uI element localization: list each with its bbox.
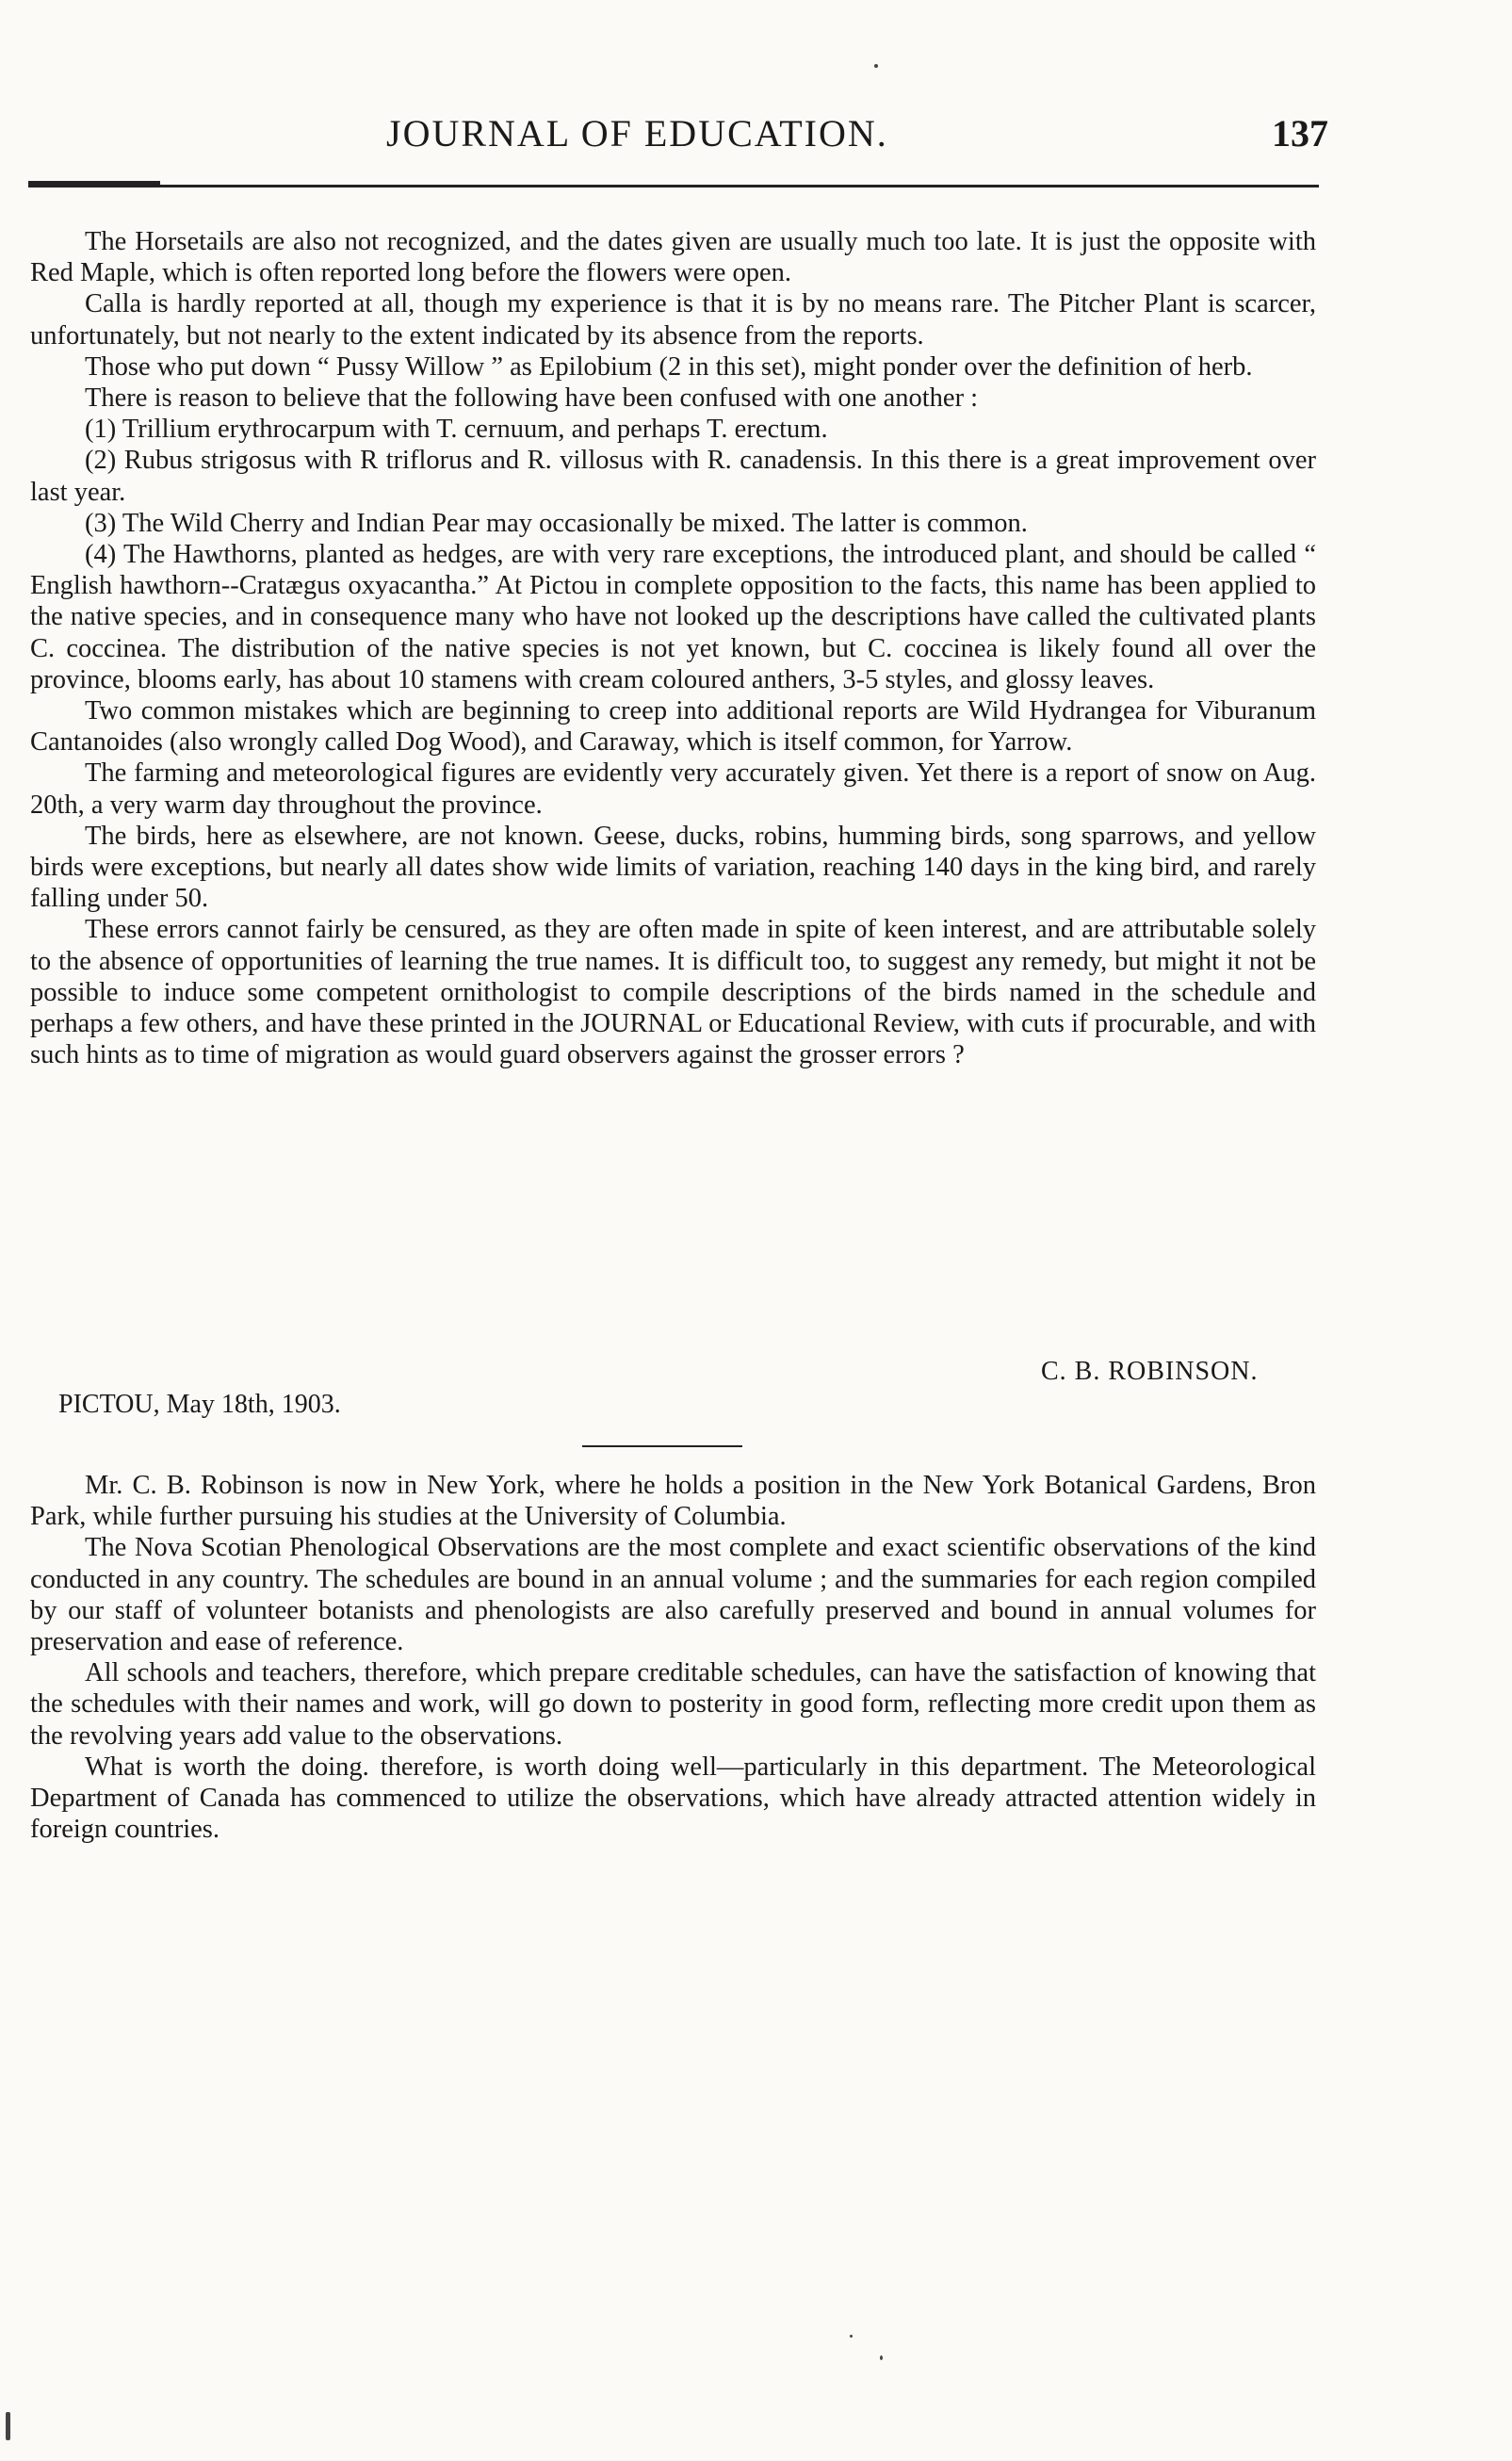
paragraph: The farming and meteorological figures are evidently very accurately given. Yet there is a report of snow on Aug. 20th, a very warm day throughout the province. (30, 758, 1316, 820)
paragraph: Calla is hardly reported at all, though my experience is that it is by no means rare. The Pitcher Plant is scarcer, unfortunately, but not nearly to the extent indicated by its absence from the reports. (30, 289, 1316, 350)
paragraph: The Nova Scotian Phenological Observations are the most complete and exact scientific observations of the kind conducted in any country. The schedules are bound in an annual volume ; and the summaries for each region compiled by our staff of volunteer botanists and phenologists are also carefully preserved and bound in annual volumes for preservation and ease of reference. (30, 1533, 1316, 1657)
author-signature: C. B. ROBINSON. (1041, 1357, 1259, 1386)
paragraph: These errors cannot fairly be censured, as they are often made in spite of keen interest, and are attributable solely to the absence of opportunities of learning the true names. It is difficult too, to suggest any remedy, but might it not be possible to induce some competent ornithologist to compile descriptions of the birds named in the schedule and perhaps a few others, and have these printed in the JOURNAL or Educational Review, with cuts if procurable, and with such hints as to time of migration as would guard observers against the grosser errors ? (30, 915, 1316, 1070)
article-body (30, 226, 1316, 1070)
paragraph: All schools and teachers, therefore, which prepare creditable schedules, can have the satisfaction of knowing that the schedules with their names and work, will go down to posterity in good form, reflecting more credit upon them as the revolving years add value to the observations. (30, 1658, 1316, 1751)
paragraph: Mr. C. B. Robinson is now in New York, where he holds a position in the New York Botanical Gardens, Bron Park, while further pursuing his studies at the University of Columbia. (30, 1471, 1316, 1532)
list-item: (4) The Hawthorns, planted as hedges, are with very rare exceptions, the introduced plant, and should be called “ English hawthorn--Cratægus oxyacantha.” At Pictou in complete opposition to the facts, this name has been applied to the native species, and in consequence many who have not looked up the descriptions have called the cultivated plants C. coccinea. The distribution of the native species is not yet known, but C. coccinea is likely found all over the province, blooms early, has about 10 stamens with cream coloured anthers, 3-5 styles, and glossy leaves. (30, 540, 1316, 694)
section-divider (582, 1445, 742, 1447)
page-header (0, 111, 1512, 168)
paragraph: Those who put down “ Pussy Willow ” as Epilobium (2 in this set), might ponder over the definition of herb. (85, 351, 1253, 382)
paragraph: What is worth the doing. therefore, is worth doing well—particularly in this department. The Meteorological Department of Canada has commenced to utilize the observations, which have already attracted attention widely in foreign countries. (30, 1752, 1316, 1845)
page-number: 137 (1272, 112, 1328, 155)
scan-speck (6, 2412, 10, 2440)
list-item: (2) Rubus strigosus with R triflorus and R. villosus with R. canadensis. In this there is a great improvement over last year. (30, 446, 1316, 507)
scan-speck (880, 2355, 883, 2360)
paragraph: There is reason to believe that the following have been confused with one another : (85, 383, 979, 414)
paragraph: Two common mistakes which are beginning to creep into additional reports are Wild Hydrangea for Viburanum Cantanoides (also wrongly called Dog Wood), and Caraway, which is itself common, for Yarrow. (30, 696, 1316, 758)
list-item: (1) Trillium erythrocarpum with T. cernuum, and perhaps T. erectum. (85, 415, 828, 445)
list-item: (3) The Wild Cherry and Indian Pear may occasionally be mixed. The latter is common. (85, 508, 1028, 538)
paragraph: The birds, here as elsewhere, are not known. Geese, ducks, robins, humming birds, song sparrows, and yellow birds were exceptions, but nearly all dates show wide limits of variation, reaching 140 days in the king bird, and rarely falling under 50. (30, 821, 1316, 914)
editorial-note (30, 1470, 1316, 1845)
scan-speck (850, 2335, 853, 2338)
scan-speck (874, 64, 878, 68)
dateline: PICTOU, May 18th, 1903. (58, 1390, 341, 1419)
header-rule (28, 185, 1319, 187)
journal-title: JOURNAL OF EDUCATION. (386, 112, 888, 155)
paragraph: The Horsetails are also not recognized, and the dates given are usually much too late. It is just the opposite with Red Maple, which is often reported long before the flowers were open. (30, 227, 1316, 288)
